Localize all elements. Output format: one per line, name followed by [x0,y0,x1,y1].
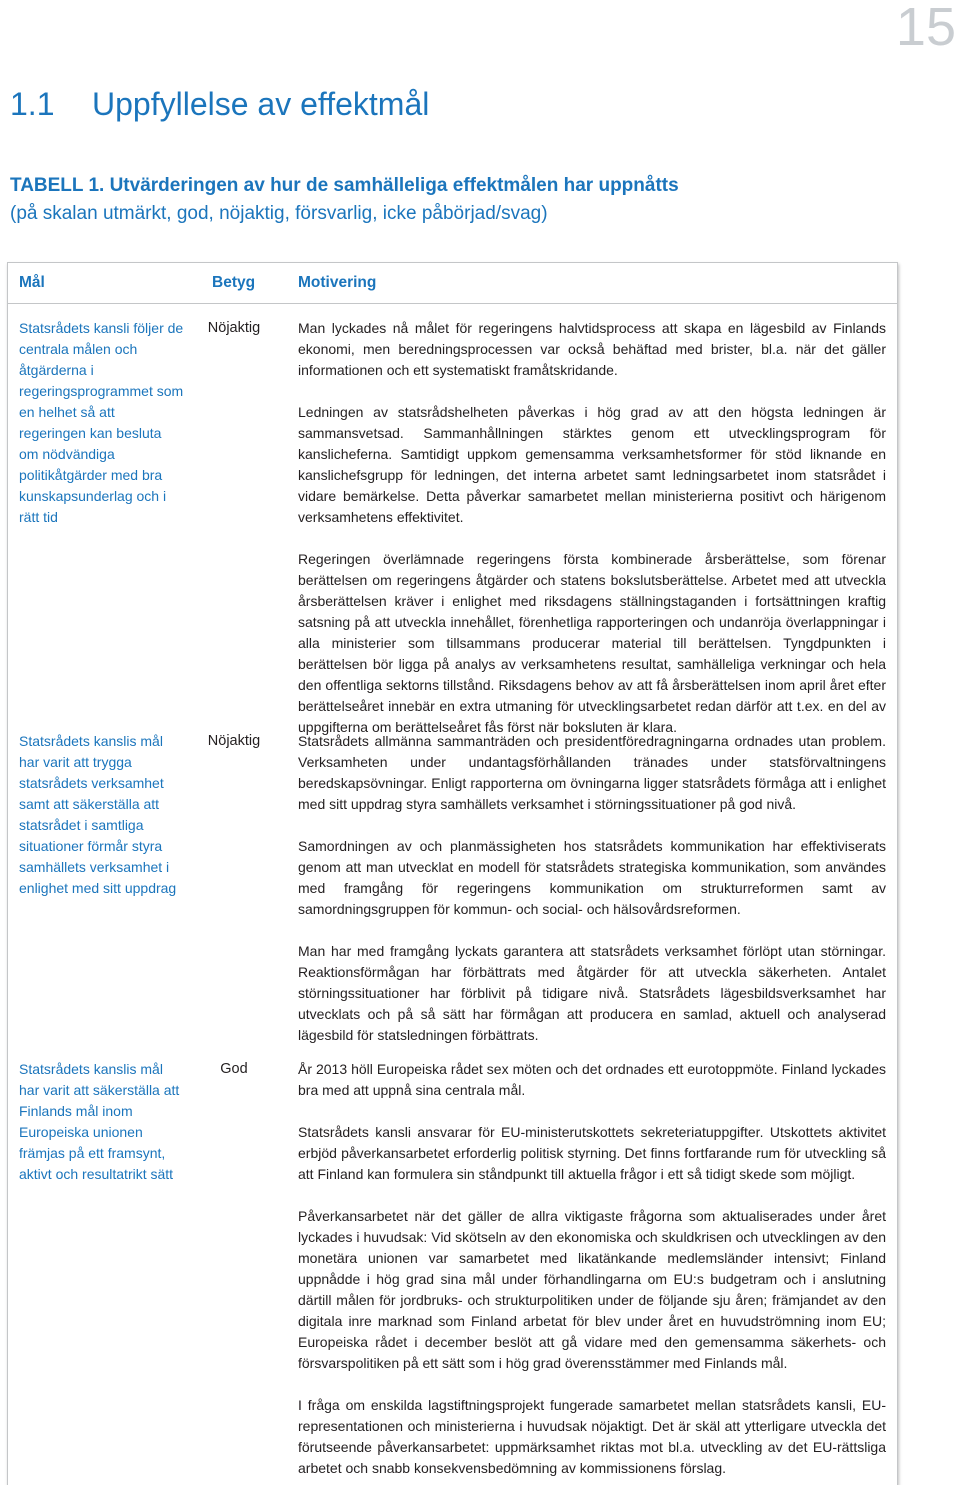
motivation-paragraph: Påverkansarbetet när det gäller de allra viktigaste frågorna som aktualiserades under året lyckades i huvudsak: Vid skötseln av den ekonomiska och skuldkrisen och utvecklingen av den monetära unionen var samarbetet med likatänkande medlemsländer intensivt; Finland uppnådde i hög grad sina mål under förhandlingarna om EU:s budgetram och i anslutning därtill målen för jordbruks- och strukturpolitiken under de följande sju åren; främjandet av den digitala inre marknad som Finland arbetat för blev under året en huvudströmning inom EU; Europeiska rådet i december beslöt att gå vidare med den gemensamma säkerhets- och försvarspolitiken på ett sätt som i hög grad överensstämmer med Finlands mål. [298,1208,886,1371]
motivation-paragraph: I fråga om enskilda lagstiftningsprojekt fungerade samarbetet mellan statsrådets kansli, EU-representationen och ministerierna i huvudsak nöjaktigt. Det är skäl att ytterligare utveckla det förutseende påverkansarbetet: uppmärksamhet riktas mot bl.a. utveckling av det EU-rättsliga arbetet och snabb konsekvensbedömning av kommissionens förslag. [298,1397,886,1476]
motivation-text [298,318,886,738]
motivation-paragraph: Man lyckades nå målet för regeringens halvtidsprocess att skapa en lägesbild av Finlands ekonomi, men beredningsprocessen var också behäftad med brister, bl.a. när det gäller informationen och ett systematiskt framåtskridande. [298,320,886,378]
header-goal: Mål [19,274,45,291]
table-caption-subtitle: (på skalan utmärkt, god, nöjaktig, försvarlig, icke påbörjad/svag) [10,203,548,224]
table-caption-title: TABELL 1. Utvärderingen av hur de samhälleliga effektmålen har uppnåtts [10,175,679,196]
header-motivation: Motivering [298,274,377,291]
section-title: Uppfyllelse av effektmål [92,86,430,122]
section-heading [10,84,429,124]
table-header [8,263,897,304]
motivation-paragraph: Ledningen av statsrådshelheten påverkas i hög grad av att den högsta ledningen är sammansvetsad. Sammanhållningen stärktes genom ett utvecklingsprogram för kanslicheferna. Samtidigt uppkom gemensamma verksamhetsformer för stöd liknande en kanslichefsgrupp för ledningen, det interna arbetet samt ledningsarbetet inom statsrådet i vidare bemärkelse. Detta påverkar samarbetet mellan ministerierna positivt och härigenom verksamhetens effektivitet. [298,404,886,525]
motivation-text [298,731,886,1046]
evaluation-table [7,262,898,1485]
motivation-paragraph: Statsrådets kansli ansvarar för EU-ministerutskottets sekreteriatuppgifter. Utskottets aktivitet erbjöd påverkansarbetet erforderlig politisk styrning. Det finns fortfarande rum för utveckling så att Finland kan formulera sin ståndpunkt till aktuella frågor i ett så tidigt skede som möjligt. [298,1124,886,1182]
table-caption [10,172,940,228]
section-number: 1.1 [10,86,55,122]
goal-text: Statsrådets kansli följer de centrala målen och åtgärderna i regeringsprogrammet som en helhet så att regeringen kan besluta om nödvändiga politikåtgärder med bra kunskapsunderlag och i rätt tid [19,320,184,525]
grade-text: Nöjaktig [207,733,261,749]
goal-text: Statsrådets kanslis mål har varit att säkerställa att Finlands mål inom Europeiska unionen främjas på ett framsynt, aktivt och resultatrikt sätt [19,1061,180,1182]
grade-text: God [220,1061,248,1077]
header-grade: Betyg [212,274,256,291]
motivation-paragraph: Samordningen av och planmässigheten hos statsrådets kommunikation har effektiviserats genom att man utvecklat en modell för statsrådets strategiska kommunikation, som användes med framgång för regeringens kommunikation om strukturreformen samt av samordningsgruppen för kommun- och social- och hälsovårdsreformen. [298,838,886,917]
grade-text: Nöjaktig [207,320,261,336]
motivation-paragraph: Statsrådets allmänna sammanträden och presidentföredragningarna ordnades utan problem. Verksamheten under undantagsförhållanden tränades under statsförvaltningens beredskapsövningar. Enligt rapporterna om övningarna ligger statsrådets förmåga att i enlighet med sitt uppdrag styra samhällets verksamhet i störningssituationer på god nivå. [298,733,886,812]
motivation-paragraph: Regeringen överlämnade regeringens första kombinerade årsberättelse, som förenar berättelsen om regeringens åtgärder och statens bokslutsberättelse. Arbetet med att utveckla årsberättelsen kräver i enlighet med riksdagens ställningstaganden i fortsättningen kraftig satsning på att utveckla innehållet, förenhetliga rapporteringen och undanröja överlappningar i alla ministerier som tillsammans producerar material till berättelsen. Tyngdpunkten i berättelsen bör ligga på analys av verksamhetens resultat, samhälleliga verkningar och hela den offentliga sektorns tillstånd. Riksdagens behov av att få årsberättelsen inom april året efter berättelseåret innebär en extra utmaning för utvecklingsarbetet redan därför att t.ex. en del av uppgifterna om berättelseåret fås först när boksluten är klara. [298,551,886,735]
motivation-paragraph: År 2013 höll Europeiska rådet sex möten och det ordnades ett eurotoppmöte. Finland lyckades bra med att uppnå sina centrala mål. [298,1061,886,1098]
motivation-text [298,1059,886,1479]
goal-text: Statsrådets kanslis mål har varit att trygga statsrådets verksamhet samt att säkerställa att statsrådet i samtliga situationer förmår styra samhällets verksamhet i enlighet med sitt uppdrag [19,733,177,896]
motivation-paragraph: Man har med framgång lyckats garantera att statsrådets verksamhet förlöpt utan störningar. Reaktionsförmågan har förbättrats med åtgärder för att utveckla säkerheten. Antalet störningssituationer har förblivit på tidigare nivå. Statsrådets lägesbildsverksamhet har utvecklats och på så sätt har förmågan att producera en samlad, aktuell och analyserad lägesbild för statsledningen förbättrats. [298,943,886,1043]
page-number: 15 [895,0,956,57]
